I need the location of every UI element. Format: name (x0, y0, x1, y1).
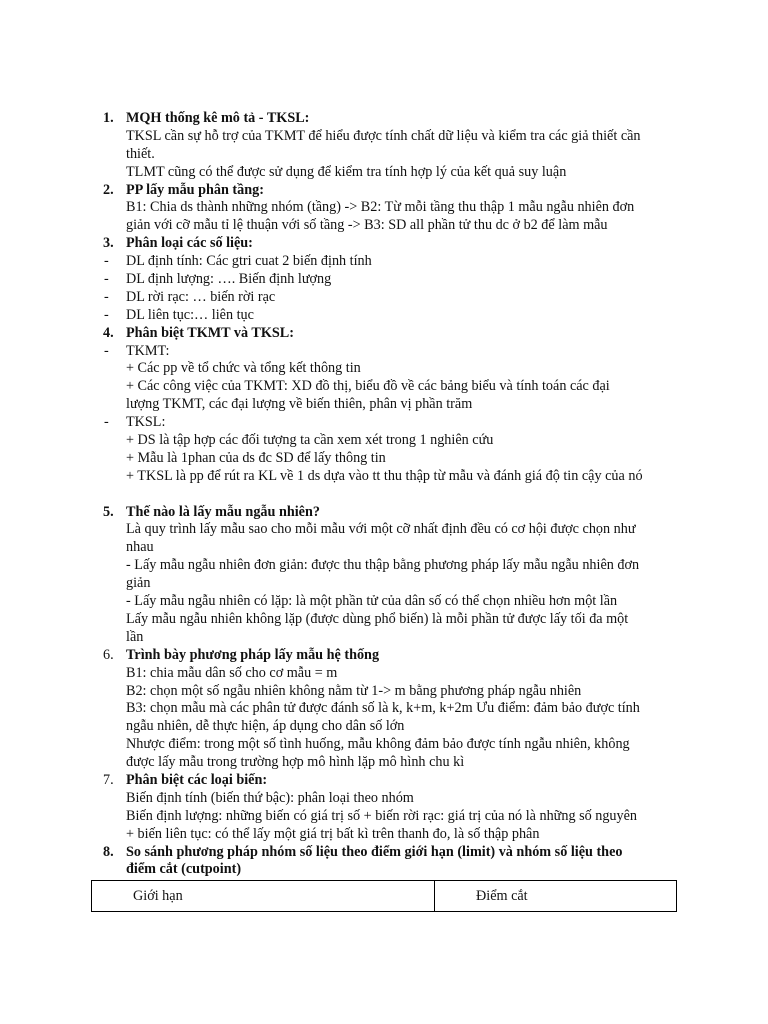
section-5-heading-row (0, 504, 768, 522)
table-header-cutpoint: Điểm cắt (476, 888, 528, 904)
dash-bullet: - (104, 306, 109, 323)
text-line: Là quy trình lấy mẫu sao cho mỗi mẫu với một cỡ nhất định đều có cơ hội được chọn như (126, 521, 636, 538)
paragraph-line (0, 432, 768, 450)
list-item (0, 343, 768, 361)
section-number: 1. (103, 110, 114, 126)
paragraph-line (0, 396, 768, 414)
paragraph-line (0, 665, 768, 683)
section-number: 2. (103, 181, 114, 198)
paragraph-line (0, 593, 768, 611)
section-1-heading-row (0, 110, 768, 128)
text-line: Nhược điểm: trong một số tình huống, mẫu không đảm bảo được tính ngẫu nhiên, không (126, 736, 630, 753)
paragraph-line (0, 826, 768, 844)
paragraph-line (0, 557, 768, 575)
section-number: 5. (103, 503, 114, 520)
paragraph-line (0, 128, 768, 146)
paragraph-line (0, 450, 768, 468)
paragraph-line (0, 736, 768, 754)
paragraph-line (0, 790, 768, 808)
text-line: giản (126, 575, 151, 592)
text-line: + biến liên tục: có thể lấy một giá trị bất kì trên thanh đo, là số thập phân (126, 825, 540, 842)
list-item (0, 253, 768, 271)
section-heading: Phân loại các số liệu: (126, 235, 253, 252)
text-line: B3: chọn mẫu mà các phân tử được đánh số là k, k+m, k+2m Ưu điểm: đảm bảo được tính (126, 700, 640, 717)
section-heading: MQH thống kê mô tả - TKSL: (126, 110, 310, 126)
text-line: được lấy mẫu trong trường hợp mô hình lặp mô hình chu kì (126, 754, 465, 771)
table-header-cell (92, 881, 435, 911)
text-line: TKSL cần sự hỗ trợ của TKMT để hiểu được tính chất dữ liệu và kiểm tra các giả thiết cần (126, 127, 641, 144)
section-number: 7. (103, 771, 114, 788)
section-6-heading-row (0, 647, 768, 665)
dash-bullet: - (104, 271, 109, 288)
section-8-heading-row (0, 844, 768, 862)
paragraph-line (0, 718, 768, 736)
list-item-text: TKMT: (126, 342, 170, 359)
list-item (0, 271, 768, 289)
list-item-text: DL định tính: Các gtri cuat 2 biến định tính (126, 253, 372, 270)
text-line: Biến định lượng: những biến có giá trị số + biến rời rạc: giá trị của nó là những số nguyên (126, 807, 638, 824)
list-item-text: DL định lượng: …. Biến định lượng (126, 271, 332, 288)
text-line: TLMT cũng có thể được sử dụng để kiểm tra tính hợp lý của kết quả suy luận (126, 163, 567, 180)
paragraph-line (0, 629, 768, 647)
text-line: B1: chia mẫu dân số cho cơ mẫu = m (126, 664, 338, 681)
list-item-text: DL liên tục:… liên tục (126, 306, 254, 323)
text-line: Biến định tính (biến thứ bậc): phân loại theo nhóm (126, 789, 414, 806)
text-line: + Các công việc của TKMT: XD đồ thị, biểu đồ về các bảng biểu và tính toán các đại (126, 378, 610, 395)
section-4-heading-row (0, 325, 768, 343)
text-line: thiết. (126, 145, 155, 162)
text-line: lần (126, 628, 144, 645)
text-line: lượng TKMT, các đại lượng về biến thiên, phân vị phần trăm (126, 396, 473, 413)
paragraph-line (0, 468, 768, 486)
paragraph-line (0, 360, 768, 378)
section-heading: Thế nào là lấy mẫu ngẫu nhiên? (126, 503, 320, 520)
section-number: 6. (103, 646, 114, 663)
document-body (0, 110, 768, 879)
paragraph-line (0, 521, 768, 539)
table-header-limit: Giới hạn (133, 888, 183, 904)
section-heading: điểm cắt (cutpoint) (126, 861, 242, 878)
text-line: B1: Chia ds thành những nhóm (tầng) -> B2: Từ mỗi tầng thu thập 1 mẫu ngẫu nhiên đơn (126, 199, 635, 216)
dash-bullet: - (104, 414, 109, 431)
list-item (0, 414, 768, 432)
list-item (0, 307, 768, 325)
paragraph-line (0, 808, 768, 826)
table-header-cell (435, 881, 676, 911)
text-line: + DS là tập hợp các đối tượng ta cần xem xét trong 1 nghiên cứu (126, 432, 494, 449)
section-number: 8. (103, 843, 114, 860)
paragraph-line (0, 146, 768, 164)
section-heading: Phân biệt các loại biến: (126, 771, 268, 788)
text-line: + Mẫu là 1phan của ds đc SD để lấy thông tin (126, 449, 386, 466)
paragraph-line (0, 199, 768, 217)
text-line: giản với cỡ mẫu tỉ lệ thuận với số tầng -> B3: SD all phần tử thu dc ở b2 để làm mẫu (126, 217, 608, 234)
dash-bullet: - (104, 288, 109, 305)
section-number: 4. (103, 324, 114, 341)
section-heading: Phân biệt TKMT và TKSL: (126, 324, 294, 341)
section-heading-continuation (0, 861, 768, 879)
paragraph-line (0, 539, 768, 557)
text-line: ngẫu nhiên, dễ thực hiện, áp dụng cho dân số lớn (126, 718, 405, 735)
list-item (0, 289, 768, 307)
section-heading: PP lấy mẫu phân tầng: (126, 181, 264, 198)
section-heading: Trình bày phương pháp lấy mẫu hệ thống (126, 646, 380, 663)
paragraph-line (0, 683, 768, 701)
paragraph-line (0, 700, 768, 718)
section-number: 3. (103, 235, 114, 252)
text-line: Lấy mẫu ngẫu nhiên không lặp (được dùng phổ biến) là mỗi phần tử được lấy tối đa một (126, 610, 629, 627)
dash-bullet: - (104, 342, 109, 359)
section-3-heading-row (0, 235, 768, 253)
section-heading: So sánh phương pháp nhóm số liệu theo điểm giới hạn (limit) và nhóm số liệu theo (126, 843, 623, 860)
text-line: + Các pp về tổ chức và tổng kết thông tin (126, 360, 361, 377)
text-line: B2: chọn một số ngẫu nhiên không nằm từ 1-> m bằng phương pháp ngẫu nhiên (126, 682, 582, 699)
comparison-table (91, 880, 677, 912)
paragraph-line (0, 611, 768, 629)
paragraph-line (0, 378, 768, 396)
paragraph-line (0, 217, 768, 235)
list-item-text: TKSL: (126, 414, 166, 431)
paragraph-line (0, 754, 768, 772)
text-line: - Lấy mẫu ngẫu nhiên đơn giản: được thu thập bằng phương pháp lấy mẫu ngẫu nhiên đơn (126, 557, 640, 574)
text-line: - Lấy mẫu ngẫu nhiên có lặp: là một phần tử của dân số có thể chọn nhiều hơn một lần (126, 593, 618, 610)
paragraph-line (0, 575, 768, 593)
section-7-heading-row (0, 772, 768, 790)
paragraph-line (0, 164, 768, 182)
blank-line (0, 486, 768, 504)
text-line: + TKSL là pp để rút ra KL về 1 ds dựa vào tt thu thập từ mẫu và đánh giá độ tin cậy của nó (126, 467, 643, 484)
section-2-heading-row (0, 182, 768, 200)
text-line: nhau (126, 539, 154, 556)
list-item-text: DL rời rạc: … biến rời rạc (126, 288, 276, 305)
dash-bullet: - (104, 253, 109, 270)
